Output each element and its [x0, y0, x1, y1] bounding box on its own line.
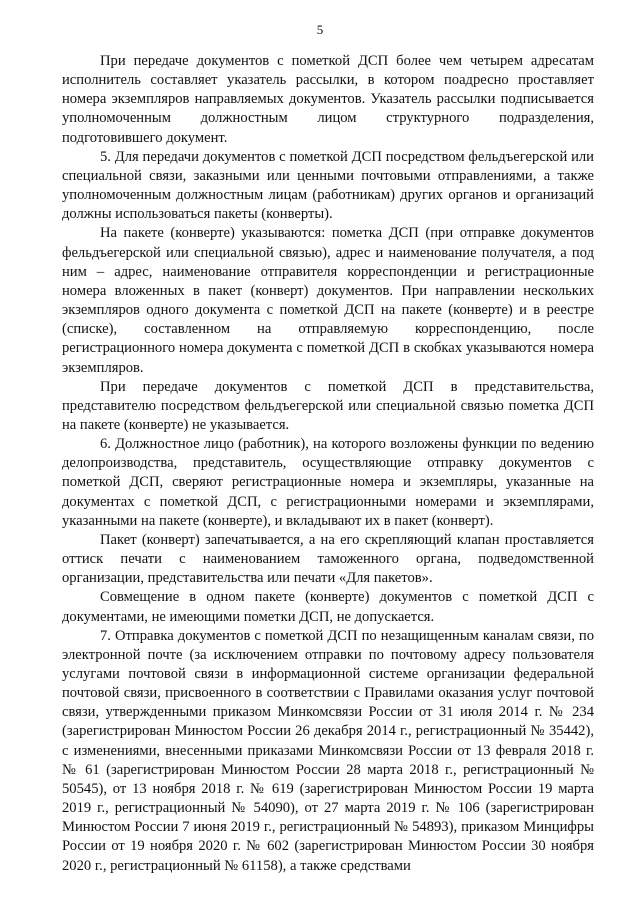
page-number: 5 — [316, 22, 324, 37]
paragraph-package-markings: На пакете (конверте) указываются: пометка ДСП (при отправке документов фельдъегерской или специальной связью), адрес и наименование получателя, а под ним – адрес, наименование отправителя корреспонденции и регистрационные номера вложенных в пакет (конверт) документов. При направлении нескольких экземпляров одного документа с пометкой ДСП на пакете (конверте) и в реестре (списке), составленном на отправляемую корреспонденцию, после регистрационного номера документа с пометкой ДСП в скобках указываются номера экземпляров. — [62, 225, 594, 376]
paragraph-item-5-packages: 5. Для передачи документов с пометкой ДСП посредством фельдъегерской или специальной связи, заказными или ценными почтовыми отправлениями, а также уполномоченным должностным лицам (работникам) других органов и организаций должны использоваться пакеты (конверты). — [62, 148, 594, 223]
paragraph-representations: При передаче документов с пометкой ДСП в представительства, представителю посредством фельдъегерской или специальной связью пометка ДСП на пакете (конверте) не указывается. — [62, 378, 594, 433]
paragraph-item-7-unprotected-channels: 7. Отправка документов с пометкой ДСП по незащищенным каналам связи, по электронной почте (за исключением отправки по почтовому адресу пользователя услугами почтовой связи в информационной системе организации федеральной почтовой связи, присвоенного в соответствии с Правилами оказания услуг почтовой связи, утвержденными приказом Минкомсвязи России от 31 июля 2014 г. № 234 (зарегистрирован Минюстом России 26 декабря 2014 г., регистрационный № 35442), с изменениями, внесенными приказами Минкомсвязи России от 13 февраля 2018 г. № 61 (зарегистрирован Минюстом России 28 марта 2018 г., регистрационный № 50545), от 13 ноября 2018 г. № 619 (зарегистрирован Минюстом России 19 марта 2019 г., регистрационный № 54090), от 27 марта 2019 г. № 106 (зарегистрирован Минюстом России 7 июня 2019 г., регистрационный № 54893), приказом Минцифры России от 19 ноября 2020 г. № 602 (зарегистрирован Минюстом России 30 ноября 2020 г., регистрационный № 61158), а также средствами — [62, 627, 594, 874]
paragraph-combining-prohibited: Совмещение в одном пакете (конверте) документов с пометкой ДСП с документами, не имеющими пометки ДСП, не допускается. — [62, 589, 594, 625]
document-body — [62, 52, 594, 876]
paragraph-package-sealing: Пакет (конверт) запечатывается, а на его скрепляющий клапан проставляется оттиск печати с наименованием таможенного органа, подведомственной организации, представительства или печати «Для пакетов». — [62, 531, 594, 587]
paragraph-distribution-list: При передаче документов с пометкой ДСП более чем четырем адресатам исполнитель составляет указатель рассылки, в котором поадресно проставляет номера экземпляров направляемых документов. Указатель рассылки подписывается уполномоченным должностным лицом структурного подразделения, подготовившего документ. — [62, 53, 594, 146]
paragraph-item-6-verification: 6. Должностное лицо (работник), на которого возложены функции по ведению делопроизводства, представитель, осуществляющие отправку документов с пометкой ДСП, сверяют регистрационные номера и экземпляры, указанные на документах с пометкой ДСП, с регистрационными номерами и экземплярами, указанными на пакете (конверте), и вкладывают их в пакет (конверт). — [62, 436, 594, 529]
